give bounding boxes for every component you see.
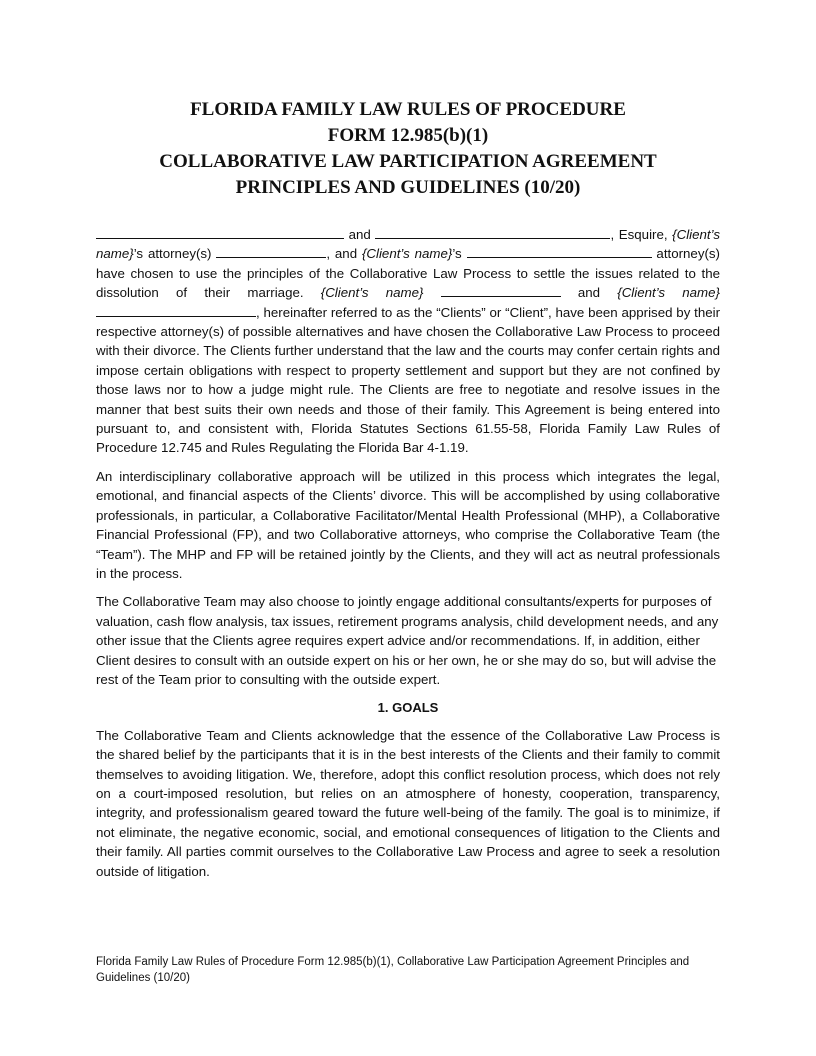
page-footer: Florida Family Law Rules of Procedure Form 12.985(b)(1), Collaborative Law Participation Agreement Principles and Guidelines (10/20) <box>96 956 690 984</box>
document-title <box>96 97 720 201</box>
intro-paragraph: and , Esquire, {Client’s name}’s attorney(s) , and {Client’s name}’s attorney(s) have chosen to use the principles of the Collaborative Law Process to settle the issues related to the dissolution of their marriage. {Client’s name} and {Client’s name} , hereinafter referred to as the “Clients” or “Client”, have been apprised by their respective attorney(s) of possible alternatives and have chosen the Collaborative Law Process to proceed with their divorce. The Clients further understand that the law and the courts may confer certain rights and impose certain obligations with respect to property settlement and support but they are not confined by those laws nor to how a judge might rule. The Clients are free to negotiate and resolve issues in the manner that best suits their own needs and those of their family. This Agreement is being entered into pursuant to, and consistent with, Florida Statutes Sections 61.55-58, Florida Family Law Rules of Procedure 12.745 and Rules Regulating the Florida Bar 4-1.19. <box>96 227 721 456</box>
client2-blank[interactable] <box>96 303 256 317</box>
intro-esquire: , Esquire, <box>610 227 668 242</box>
client1-name-blank[interactable] <box>96 225 344 239</box>
section-heading-goals: 1. GOALS <box>377 700 439 716</box>
intro-chosen-text: chosen to use the principles of the Collaborative Law Process to settle the issues related to the dissolution of their marriage. <box>96 265 720 301</box>
intro-attorneys-have: attorney(s) have <box>96 246 720 281</box>
client-name-placeholder-2: {Client’s name} <box>361 246 453 262</box>
client1-blank[interactable] <box>441 283 561 297</box>
document-page <box>96 96 720 890</box>
intro-and-1: and <box>348 227 371 242</box>
interdisciplinary-paragraph: An interdisciplinary collaborative approach will be utilized in this process which integrates the legal, emotional, and financial aspects of the Clients’ divorce. This will be accomplished by using collaborative professionals, in particular, a Collaborative Facilitator/Mental Health Professional (MHP), a Collaborative Financial Professional (FP), and two Collaborative attorneys, who comprise the Collaborative Team (the “Team”). The MHP and FP will be retained jointly by the Clients, and they will act as neutral professionals in the process. <box>96 468 720 581</box>
possessive-2: ’s <box>452 246 462 262</box>
attorney2-blank[interactable] <box>467 244 652 258</box>
attorney-name-blank[interactable] <box>375 225 610 239</box>
intro-and-3: and <box>577 285 601 301</box>
client-name-placeholder-1: {Client’s name} <box>96 227 720 262</box>
title-line-1: FLORIDA FAMILY LAW RULES OF PROCEDURE <box>190 99 626 120</box>
possessive-1: ’s <box>133 246 144 262</box>
client-name-placeholder-4: {Client’s name} <box>617 285 720 301</box>
intro-and-2: , and <box>326 246 358 262</box>
consultants-paragraph: The Collaborative Team may also choose to jointly engage additional consultants/experts for purposes of valuation, cash flow analysis, tax issues, retirement programs analysis, child development needs, and any other issue that the Clients agree requires expert advice and/or recommendations. If, in addition, either Client desires to consult with an outside expert on his or her own, he or she may do so, but will advise the rest of the Team prior to consulting with the outside expert. <box>96 594 719 687</box>
title-line-2: FORM 12.985(b)(1) <box>327 125 489 146</box>
goals-paragraph: The Collaborative Team and Clients acknowledge that the essence of the Collaborative Law Process is the shared belief by the participants that it is in the best interests of the Clients and their family to commit themselves to avoiding litigation. We, therefore, adopt this conflict resolution process, which does not rely on a court-imposed resolution, but relies on an atmosphere of honesty, cooperation, transparency, integrity, and professionalism geared toward the future well-being of the family. The goal is to minimize, if not eliminate, the negative economic, social, and emotional consequences of litigation to the Clients and their family. All parties commit ourselves to the Collaborative Law Process and agree to seek a resolution outside of litigation. <box>96 727 720 879</box>
title-line-4: PRINCIPLES AND GUIDELINES (10/20) <box>235 177 581 198</box>
client-name-placeholder-3: {Client’s name} <box>320 285 424 301</box>
attorney1-blank[interactable] <box>216 244 326 258</box>
intro-rest-text: hereinafter referred to as the “Clients” or “Client”, have been apprised by their respective attorney(s) of possible alternatives and have chosen the Collaborative Law Process to proceed with their divorce. The Clients further understand that the law and the courts may confer certain rights and impose certain obligations with respect to property settlement and support but they are not confined by those laws nor to how a judge might rule. The Clients are free to negotiate and resolve issues in the manner that best suits their own needs and those of their family. This Agreement is being entered into pursuant to, and consistent with, Florida Statutes Sections 61.55-58, Florida Family Law Rules of Procedure 12.745 and Rules Regulating the Florida Bar 4-1.19. <box>96 304 721 456</box>
document-body <box>96 225 720 881</box>
intro-attorneys-1: attorney(s) <box>147 246 212 262</box>
title-line-3: COLLABORATIVE LAW PARTICIPATION AGREEMENT <box>159 151 657 172</box>
